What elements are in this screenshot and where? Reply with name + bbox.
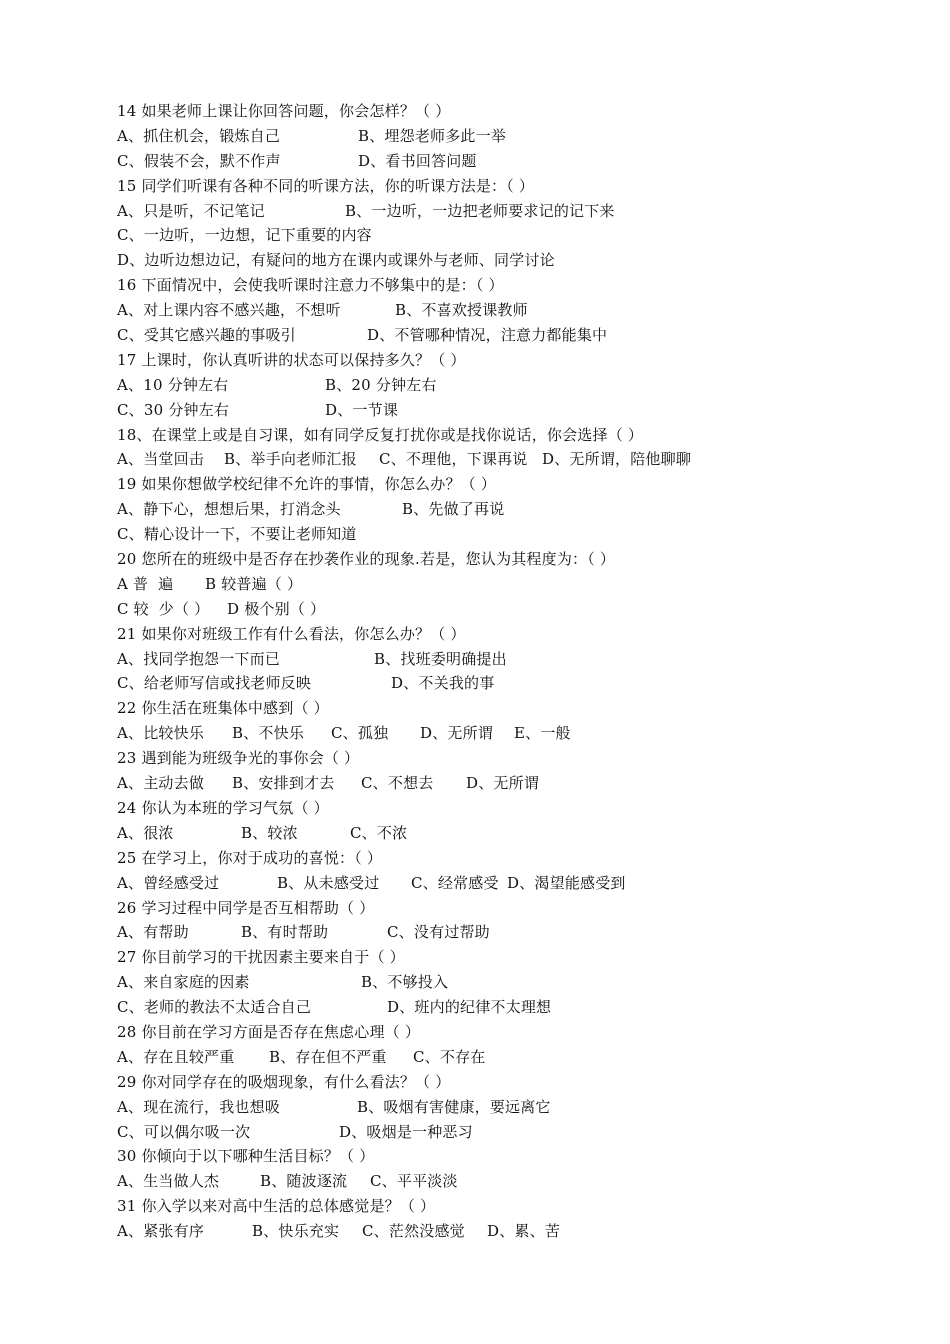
answer-option: B、不快乐 <box>232 724 305 743</box>
answer-option: D、边听边想边记，有疑问的地方在课内或课外与老师、同学讨论 <box>117 251 555 270</box>
answer-option: C、茫然没感觉 <box>362 1222 465 1241</box>
answer-option: A、抓住机会，锻炼自己 <box>117 126 281 145</box>
answer-option: C、一边听，一边想，记下重要的内容 <box>117 226 372 245</box>
answer-option: A、静下心，想想后果，打消念头 <box>117 500 341 519</box>
option-row <box>117 522 837 547</box>
option-row <box>117 995 837 1020</box>
option-row <box>117 970 837 995</box>
answer-option: D 极个别（ ） <box>227 599 326 618</box>
answer-option: C 较 少（ ） <box>117 599 210 618</box>
option-row <box>117 149 837 174</box>
option-row <box>117 1120 837 1145</box>
answer-option: A、比较快乐 <box>117 724 205 743</box>
answer-option: B、举手向老师汇报 <box>224 450 357 469</box>
answer-option: C、不浓 <box>350 823 408 842</box>
question-text: 19 如果你想做学校纪律不允许的事情，你怎么办？（ ） <box>117 475 497 494</box>
question-text: 18、在课堂上或是自习课，如有同学反复打扰你或是找你说话，你会选择（ ） <box>117 425 644 444</box>
answer-option: C、给老师写信或找老师反映 <box>117 674 312 693</box>
answer-option: A、10 分钟左右 <box>117 375 229 394</box>
answer-option: B 较普遍（ ） <box>205 574 303 593</box>
option-row <box>117 398 837 423</box>
answer-option: A、对上课内容不感兴趣，不想听 <box>117 301 341 320</box>
option-row <box>117 647 837 672</box>
question-text: 14 如果老师上课让你回答问题，你会怎样？（ ） <box>117 102 451 120</box>
option-row <box>117 771 837 796</box>
answer-option: B、找班委明确提出 <box>374 649 507 668</box>
answer-option: D、一节课 <box>325 400 399 419</box>
option-row <box>117 323 837 348</box>
answer-option: B、埋怨老师多此一举 <box>358 126 507 145</box>
question-text: 20 您所在的班级中是否存在抄袭作业的现象.若是，您认为其程度为：（ ） <box>117 550 616 569</box>
answer-option: D、无所谓，陪他聊聊 <box>542 450 692 469</box>
question-text: 17 上课时，你认真听讲的状态可以保持多久？（ ） <box>117 350 466 369</box>
answer-option: D、无所谓 <box>420 724 494 743</box>
answer-option: B、不喜欢授课教师 <box>395 301 528 320</box>
answer-option: A、找同学抱怨一下而已 <box>117 649 281 668</box>
answer-option: C、30 分钟左右 <box>117 400 230 419</box>
answer-option: D、看书回答问题 <box>358 151 477 170</box>
answer-option: C、没有过帮助 <box>387 923 490 942</box>
option-row <box>117 920 837 945</box>
option-row <box>117 871 837 896</box>
answer-option: A 普 遍 <box>117 574 174 593</box>
option-row <box>117 497 837 522</box>
question-text: 31 你入学以来对高中生活的总体感觉是？（ ） <box>117 1197 436 1216</box>
answer-option: C、老师的教法不太适合自己 <box>117 998 312 1017</box>
question-text: 27 你目前学习的干扰因素主要来自于（ ） <box>117 948 405 967</box>
answer-option: A、只是听，不记笔记 <box>117 201 265 220</box>
answer-option: B、一边听，一边把老师要求记的记下来 <box>345 201 615 220</box>
option-row <box>117 199 837 224</box>
answer-option: D、渴望能感受到 <box>507 873 626 892</box>
answer-option: A、现在流行，我也想吸 <box>117 1097 281 1116</box>
answer-option: D、吸烟是一种恶习 <box>339 1122 473 1141</box>
answer-option: B、吸烟有害健康，要远离它 <box>357 1097 551 1116</box>
option-row <box>117 223 837 248</box>
option-row <box>117 671 837 696</box>
answer-option: B、不够投入 <box>361 973 449 992</box>
question-text: 25 在学习上，你对于成功的喜悦：（ ） <box>117 848 383 867</box>
answer-option: B、快乐充实 <box>252 1222 340 1241</box>
answer-option: D、不关我的事 <box>391 674 495 693</box>
answer-option: A、有帮助 <box>117 923 189 942</box>
answer-option: D、班内的纪律不太理想 <box>387 998 552 1017</box>
answer-option: C、平平淡淡 <box>370 1172 458 1191</box>
answer-option: B、20 分钟左右 <box>325 375 437 394</box>
option-row <box>117 1045 837 1070</box>
answer-option: D、累、苦 <box>487 1222 561 1241</box>
answer-option: A、紧张有序 <box>117 1222 205 1241</box>
answer-option: C、精心设计一下，不要让老师知道 <box>117 525 357 544</box>
answer-option: D、不管哪种情况，注意力都能集中 <box>367 326 608 345</box>
option-row <box>117 597 837 622</box>
answer-option: A、存在且较严重 <box>117 1047 235 1066</box>
answer-option: A、当堂回击 <box>117 450 205 469</box>
questionnaire <box>117 99 837 1244</box>
answer-option: B、从未感受过 <box>277 873 380 892</box>
answer-option: A、来自家庭的因素 <box>117 973 250 992</box>
answer-option: B、有时帮助 <box>241 923 329 942</box>
answer-option: C、可以偶尔吸一次 <box>117 1122 251 1141</box>
question-text: 23 遇到能为班级争光的事你会（ ） <box>117 749 360 768</box>
option-row <box>117 447 837 472</box>
answer-option: A、生当做人杰 <box>117 1172 220 1191</box>
answer-option: A、主动去做 <box>117 774 205 793</box>
option-row <box>117 248 837 273</box>
answer-option: B、安排到才去 <box>232 774 335 793</box>
answer-option: C、不理他，下课再说 <box>379 450 528 469</box>
option-row <box>117 1219 837 1244</box>
answer-option: C、假装不会，默不作声 <box>117 151 281 170</box>
answer-option: C、经常感受 <box>411 873 499 892</box>
question-text: 21 如果你对班级工作有什么看法，你怎么办？（ ） <box>117 624 466 643</box>
answer-option: A、曾经感受过 <box>117 873 220 892</box>
question-text: 22 你生活在班集体中感到（ ） <box>117 699 329 718</box>
question-text: 16 下面情况中，会使我听课时注意力不够集中的是：（ ） <box>117 276 504 295</box>
option-row <box>117 1169 837 1194</box>
option-row <box>117 721 837 746</box>
question-text: 29 你对同学存在的吸烟现象，有什么看法？（ ） <box>117 1072 451 1091</box>
answer-option: C、不想去 <box>361 774 434 793</box>
option-row <box>117 821 837 846</box>
answer-option: B、先做了再说 <box>402 500 505 519</box>
answer-option: B、较浓 <box>241 823 298 842</box>
question-text: 15 同学们听课有各种不同的听课方法，你的听课方法是：（ ） <box>117 176 535 195</box>
question-text: 26 学习过程中同学是否互相帮助（ ） <box>117 898 375 917</box>
question-text: 24 你认为本班的学习气氛（ ） <box>117 798 329 817</box>
answer-option: D、无所谓 <box>466 774 540 793</box>
question-text: 28 你目前在学习方面是否存在焦虑心理（ ） <box>117 1022 421 1041</box>
option-row <box>117 373 837 398</box>
option-row <box>117 298 837 323</box>
answer-option: C、孤独 <box>331 724 389 743</box>
option-row <box>117 1095 837 1120</box>
answer-option: E、一般 <box>514 724 571 743</box>
answer-option: B、存在但不严重 <box>269 1047 387 1066</box>
answer-option: C、不存在 <box>413 1047 486 1066</box>
answer-option: B、随波逐流 <box>260 1172 348 1191</box>
question-text: 30 你倾向于以下哪种生活目标？（ ） <box>117 1147 375 1166</box>
answer-option: C、受其它感兴趣的事吸引 <box>117 326 296 345</box>
answer-option: A、很浓 <box>117 823 174 842</box>
option-row <box>117 572 837 597</box>
option-row <box>117 124 837 149</box>
